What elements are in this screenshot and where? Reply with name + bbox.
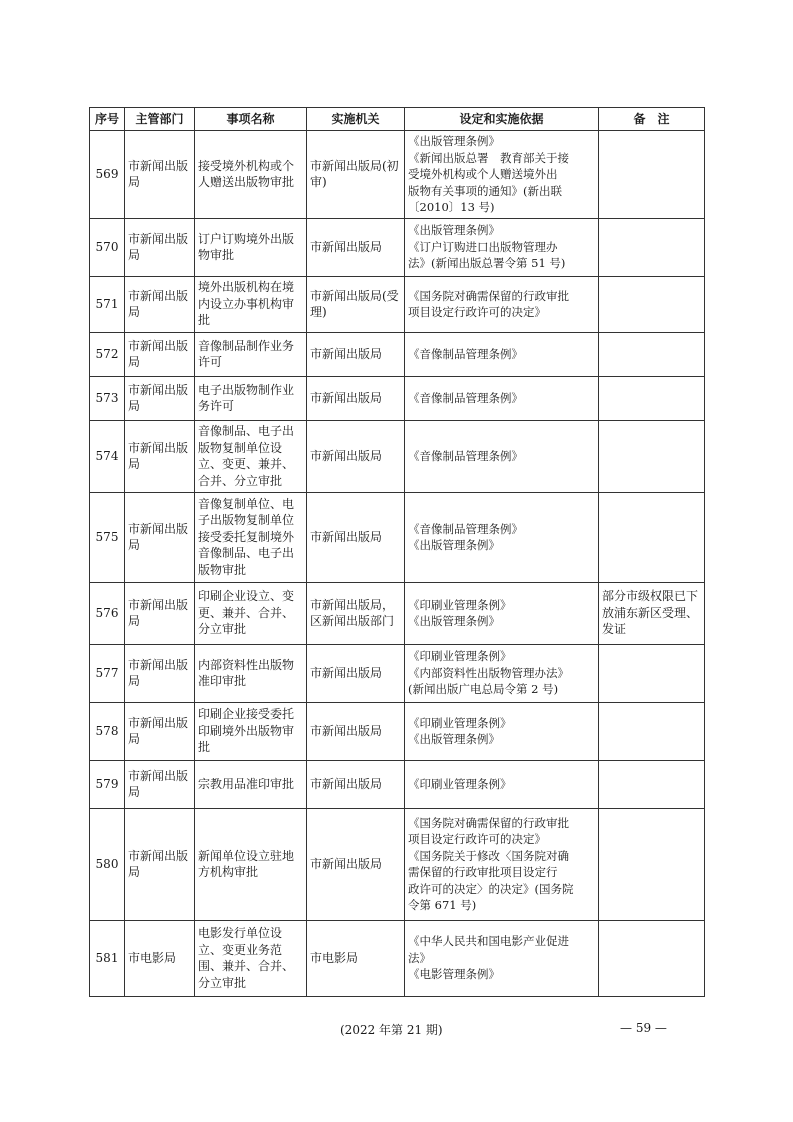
row-dept: 市新闻出版局 — [125, 420, 195, 492]
row-dept: 市新闻出版局 — [125, 582, 195, 644]
basis-line: 《出版管理条例》 — [408, 614, 500, 628]
row-agency: 市新闻出版局 — [307, 332, 405, 376]
row-dept: 市新闻出版局 — [125, 644, 195, 702]
row-note — [599, 920, 705, 996]
row-basis — [405, 702, 599, 760]
row-dept: 市新闻出版局 — [125, 332, 195, 376]
row-note — [599, 808, 705, 920]
basis-line: 《国务院关于修改〈国务院对确 — [408, 848, 569, 863]
row-agency: 市电影局 — [307, 920, 405, 996]
row-basis — [405, 420, 599, 492]
row-number: 579 — [90, 760, 125, 808]
row-note — [599, 420, 705, 492]
row-item: 电子出版物制作业务许可 — [195, 376, 307, 420]
row-item: 内部资料性出版物准印审批 — [195, 644, 307, 702]
row-dept: 市新闻出版局 — [125, 276, 195, 332]
row-number: 578 — [90, 702, 125, 760]
row-item: 接受境外机构或个人赠送出版物审批 — [195, 131, 307, 219]
row-number: 581 — [90, 920, 125, 996]
row-dept: 市新闻出版局 — [125, 808, 195, 920]
table-row — [90, 702, 705, 760]
row-agency: 市新闻出版局 — [307, 376, 405, 420]
row-agency: 市新闻出版局 — [307, 218, 405, 276]
row-note — [599, 332, 705, 376]
basis-line: 《出版管理条例》 — [408, 134, 500, 148]
basis-line: 《印刷业管理条例》 — [408, 715, 512, 730]
row-agency: 市新闻出版局 — [307, 702, 405, 760]
basis-line: 《新闻出版总署 教育部关于接 — [408, 150, 569, 165]
basis-line: 《订户订购进口出版物管理办 — [408, 239, 558, 254]
basis-line: 政许可的决定〉的决定》(国务院 — [408, 881, 574, 896]
row-dept: 市新闻出版局 — [125, 760, 195, 808]
basis-line: 需保留的行政审批项目设定行 — [408, 865, 558, 879]
header-note: 备 注 — [599, 108, 705, 131]
row-number: 571 — [90, 276, 125, 332]
row-note: 部分市级权限已下放浦东新区受理、发证 — [599, 582, 705, 644]
row-number: 572 — [90, 332, 125, 376]
row-dept: 市新闻出版局 — [125, 218, 195, 276]
row-basis — [405, 760, 599, 808]
basis-line: (新闻出版广电总局令第 2 号) — [408, 682, 559, 697]
row-number: 577 — [90, 644, 125, 702]
row-basis — [405, 492, 599, 582]
row-item: 订户订购境外出版物审批 — [195, 218, 307, 276]
row-basis — [405, 218, 599, 276]
basis-line: 《内部资料性出版物管理办法》 — [408, 665, 569, 680]
table-row — [90, 644, 705, 702]
row-basis — [405, 376, 599, 420]
header-basis: 设定和实施依据 — [405, 108, 599, 131]
basis-line: 版物有关事项的通知》(新出联 — [408, 183, 562, 198]
row-item: 电影发行单位设立、变更业务范围、兼并、合并、分立审批 — [195, 920, 307, 996]
row-note — [599, 492, 705, 582]
row-basis — [405, 808, 599, 920]
basis-line: 《音像制品管理条例》 — [408, 390, 523, 405]
row-number: 570 — [90, 218, 125, 276]
row-agency: 市新闻出版局(受理) — [307, 276, 405, 332]
basis-line: 《出版管理条例》 — [408, 538, 500, 552]
row-note — [599, 702, 705, 760]
row-note — [599, 644, 705, 702]
row-number: 580 — [90, 808, 125, 920]
basis-line: 《国务院对确需保留的行政审批 — [408, 815, 569, 830]
basis-line: 法》(新闻出版总署令第 51 号) — [408, 256, 566, 271]
page-number: — 59 — — [620, 1021, 667, 1035]
table-row — [90, 276, 705, 332]
row-item: 音像制品制作业务许可 — [195, 332, 307, 376]
row-dept: 市新闻出版局 — [125, 131, 195, 219]
row-agency: 市新闻出版局 — [307, 492, 405, 582]
basis-line: 令第 671 号) — [408, 898, 477, 912]
row-item: 宗教用品准印审批 — [195, 760, 307, 808]
row-note — [599, 131, 705, 219]
header-no: 序号 — [90, 108, 125, 131]
row-agency: 市新闻出版局，区新闻出版部门 — [307, 582, 405, 644]
basis-line: 《音像制品管理条例》 — [408, 346, 523, 361]
basis-line: 《出版管理条例》 — [408, 223, 500, 238]
table-row — [90, 332, 705, 376]
row-item: 印刷企业接受委托印刷境外出版物审批 — [195, 702, 307, 760]
basis-line: 《印刷业管理条例》 — [408, 776, 512, 791]
basis-line: 项目设定行政许可的决定》 — [408, 305, 546, 319]
basis-line: 《音像制品管理条例》 — [408, 448, 523, 463]
basis-line: 《印刷业管理条例》 — [408, 649, 512, 664]
table-row — [90, 376, 705, 420]
basis-line: 〔2010〕13 号) — [408, 200, 495, 214]
row-basis — [405, 582, 599, 644]
table-row — [90, 582, 705, 644]
table-row — [90, 492, 705, 582]
row-dept: 市电影局 — [125, 920, 195, 996]
table-row — [90, 420, 705, 492]
row-basis — [405, 644, 599, 702]
table-row — [90, 760, 705, 808]
basis-line: 《国务院对确需保留的行政审批 — [408, 288, 569, 303]
basis-line: 法》 — [408, 950, 431, 965]
row-number: 575 — [90, 492, 125, 582]
row-basis — [405, 131, 599, 219]
approval-items-table — [89, 107, 705, 997]
table-row — [90, 920, 705, 996]
row-agency: 市新闻出版局 — [307, 644, 405, 702]
header-item: 事项名称 — [195, 108, 307, 131]
row-dept: 市新闻出版局 — [125, 702, 195, 760]
basis-line: 项目设定行政许可的决定》 — [408, 832, 546, 846]
header-agency: 实施机关 — [307, 108, 405, 131]
row-agency: 市新闻出版局 — [307, 808, 405, 920]
issue-number: (2022 年第 21 期) — [340, 1023, 443, 1037]
table-row — [90, 808, 705, 920]
row-agency: 市新闻出版局 — [307, 760, 405, 808]
row-item: 音像复制单位、电子出版物复制单位接受委托复制境外音像制品、电子出版物审批 — [195, 492, 307, 582]
row-item: 印刷企业设立、变更、兼并、合并、分立审批 — [195, 582, 307, 644]
basis-line: 《音像制品管理条例》 — [408, 521, 523, 536]
row-number: 576 — [90, 582, 125, 644]
row-dept: 市新闻出版局 — [125, 376, 195, 420]
row-item: 新闻单位设立驻地方机构审批 — [195, 808, 307, 920]
row-number: 574 — [90, 420, 125, 492]
row-basis — [405, 276, 599, 332]
row-note — [599, 276, 705, 332]
row-note — [599, 760, 705, 808]
basis-line: 《印刷业管理条例》 — [408, 597, 512, 612]
basis-line: 受境外机构或个人赠送境外出 — [408, 167, 558, 181]
row-item: 境外出版机构在境内设立办事机构审批 — [195, 276, 307, 332]
basis-line: 《电影管理条例》 — [408, 967, 500, 982]
row-dept: 市新闻出版局 — [125, 492, 195, 582]
row-note — [599, 376, 705, 420]
row-note — [599, 218, 705, 276]
basis-line: 《中华人民共和国电影产业促进 — [408, 934, 569, 949]
table-row — [90, 131, 705, 219]
row-number: 569 — [90, 131, 125, 219]
row-agency: 市新闻出版局 — [307, 420, 405, 492]
header-dept: 主管部门 — [125, 108, 195, 131]
row-number: 573 — [90, 376, 125, 420]
table-row — [90, 218, 705, 276]
row-item: 音像制品、电子出版物复制单位设立、变更、兼并、合并、分立审批 — [195, 420, 307, 492]
row-agency: 市新闻出版局(初审) — [307, 131, 405, 219]
table-header-row — [90, 108, 705, 131]
basis-line: 《出版管理条例》 — [408, 732, 500, 746]
row-basis — [405, 920, 599, 996]
row-basis — [405, 332, 599, 376]
